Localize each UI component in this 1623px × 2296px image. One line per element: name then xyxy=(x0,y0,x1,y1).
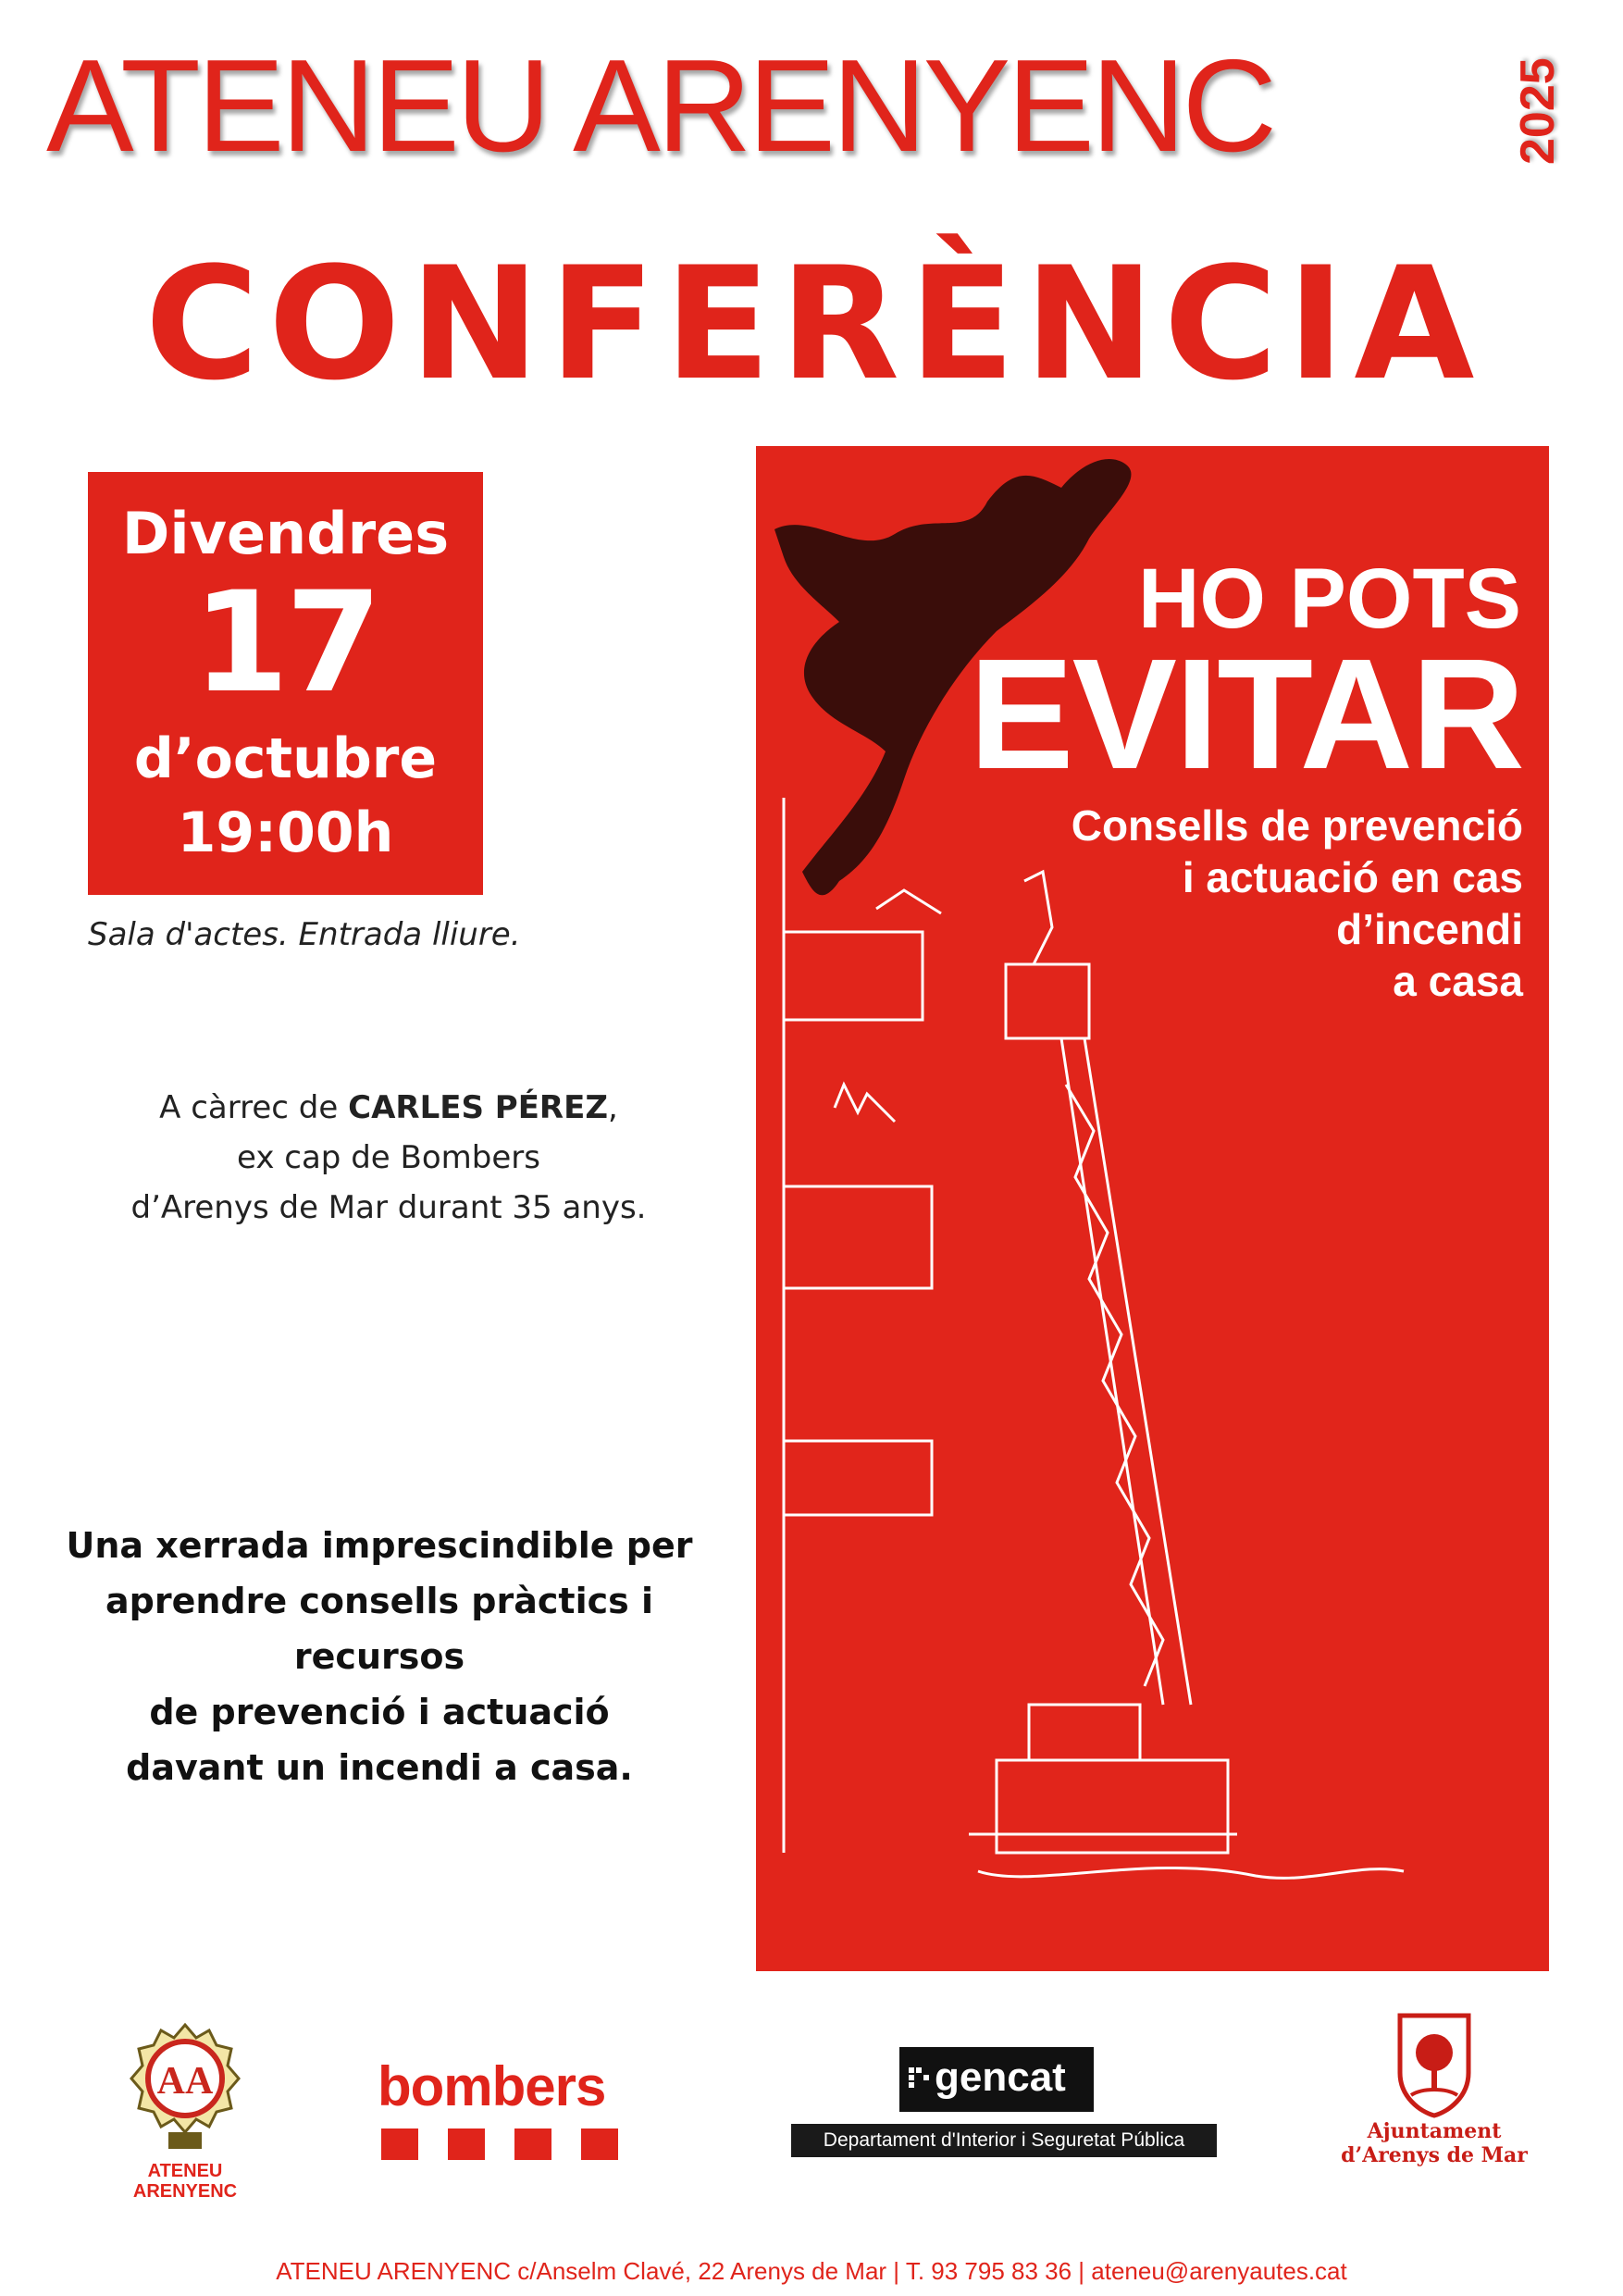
ladder-truck-sketch xyxy=(969,872,1404,1878)
ajuntament-crest-icon xyxy=(1393,2008,1476,2119)
speaker-prefix: A càrrec de xyxy=(159,1089,339,1126)
poster-subheadline-line: d’incendi xyxy=(1336,905,1523,953)
talk-description-line: Una xerrada imprescindible per xyxy=(66,1525,693,1566)
gencat-department: Departament d'Interior i Seguretat Pública xyxy=(791,2124,1217,2157)
speaker-comma: , xyxy=(608,1089,618,1126)
gencat-dots-icon xyxy=(909,2067,929,2088)
poster-subheadline xyxy=(1005,800,1523,1007)
speaker-line-1 xyxy=(56,1083,722,1133)
gencat-logo xyxy=(899,2047,1094,2112)
bombers-square-icon xyxy=(448,2128,485,2160)
ateneu-logo-line: ARENYENC xyxy=(132,2181,238,2202)
event-month: d’octubre xyxy=(133,726,438,791)
gencat-wordmark: gencat xyxy=(935,2054,1066,2100)
footer-contact: ATENEU ARENYENC c/Anselm Clavé, 22 Arenys de Mar | T. 93 795 83 36 | ateneu@arenyautes.cat xyxy=(276,2257,1347,2285)
bombers-logo xyxy=(378,2054,627,2166)
event-venue: Sala d'actes. Entrada lliure. xyxy=(88,916,521,953)
header-year: 2025 xyxy=(1511,57,1565,165)
speaker-name: CARLES PÉREZ xyxy=(348,1089,608,1126)
poster-headline-small: HO POTS xyxy=(1137,552,1521,646)
poster-subheadline-line: i actuació en cas xyxy=(1182,853,1523,901)
poster-subheadline-line: a casa xyxy=(1393,957,1523,1005)
poster-headline-large: EVITAR xyxy=(969,627,1523,802)
event-day: 17 xyxy=(192,563,378,724)
event-weekday: Divendres xyxy=(121,500,450,567)
bombers-square-icon xyxy=(514,2128,551,2160)
ajuntament-logo-line: d’Arenys de Mar xyxy=(1341,2143,1528,2167)
header-title: ATENEU ARENYENC xyxy=(46,32,1274,180)
talk-description xyxy=(37,1518,722,1788)
bombers-square-icon xyxy=(381,2128,418,2160)
event-time: 19:00h xyxy=(177,800,394,865)
ateneu-crest-icon xyxy=(120,2017,250,2156)
ateneu-monogram: AA xyxy=(156,2060,214,2103)
speaker-line-3: d’Arenys de Mar durant 35 anys. xyxy=(130,1189,647,1226)
speaker-info xyxy=(56,1083,722,1259)
event-type-heading: CONFERÈNCIA xyxy=(144,233,1484,415)
talk-description-line: aprendre consells pràctics i recursos xyxy=(105,1581,654,1677)
poster-subheadline-line: Consells de prevenció xyxy=(1071,801,1523,850)
ajuntament-logo-line: Ajuntament xyxy=(1367,2119,1502,2143)
building-sketch xyxy=(784,798,941,1853)
bombers-square-icon xyxy=(581,2128,618,2160)
ajuntament-logo-text xyxy=(1332,2119,1536,2167)
talk-description-line: de prevenció i actuació xyxy=(149,1692,610,1732)
ateneu-logo-line: ATENEU xyxy=(147,2161,223,2181)
date-box xyxy=(88,472,483,895)
speaker-line-2: ex cap de Bombers xyxy=(237,1139,540,1176)
talk-description-line: davant un incendi a casa. xyxy=(126,1747,633,1788)
bombers-wordmark: bombers xyxy=(378,2055,606,2117)
ateneu-logo-text xyxy=(97,2161,273,2202)
campaign-poster xyxy=(756,446,1549,1971)
